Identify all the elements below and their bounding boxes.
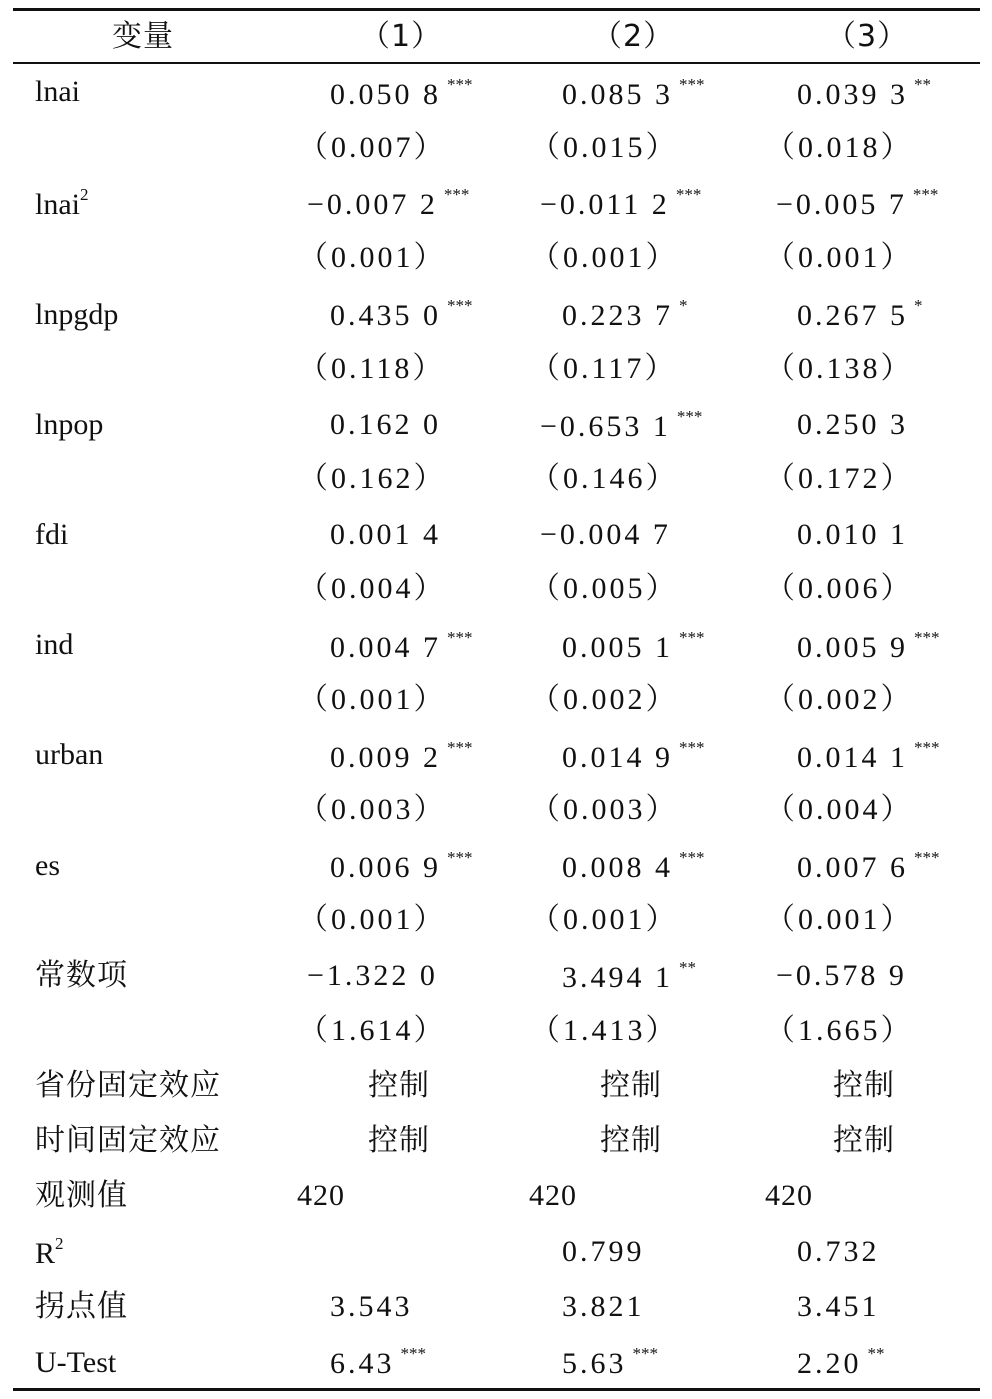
label-r-squared: $R^2$ xyxy=(35,1234,64,1270)
header-variable: 变量 xyxy=(112,19,174,54)
label-lnpgdp: lnpgdp xyxy=(35,298,119,331)
turning-point-value: 3.451 xyxy=(797,1290,880,1323)
u-test-value: 6.43 *** xyxy=(330,1344,426,1380)
coef: −0.578 9 xyxy=(776,959,907,992)
std-error: （0.118） xyxy=(298,352,446,385)
turning-point-value: 3.543 xyxy=(330,1290,413,1323)
coef: 0.050 8 *** xyxy=(330,75,473,111)
observations-value: 420 xyxy=(765,1179,813,1212)
std-error: （1.614） xyxy=(298,1014,447,1047)
label-u-test: U-Test xyxy=(35,1346,117,1379)
top-rule xyxy=(13,8,980,11)
coef: 0.267 5 * xyxy=(797,296,923,332)
label-fdi: fdi xyxy=(35,518,69,551)
label-urban: urban xyxy=(35,738,104,771)
coef: −0.004 7 xyxy=(540,518,671,551)
std-error: （0.001） xyxy=(530,903,679,936)
coef: −0.007 2 *** xyxy=(307,185,470,221)
std-error: （0.003） xyxy=(530,793,679,826)
coef: 0.085 3 *** xyxy=(562,75,705,111)
std-error: （0.004） xyxy=(298,572,447,605)
coef: 3.494 1 ** xyxy=(562,958,696,994)
header-rule xyxy=(13,62,980,64)
coef: −0.011 2 *** xyxy=(540,185,702,221)
std-error: （0.004） xyxy=(765,793,914,826)
coef: 0.250 3 xyxy=(797,408,908,441)
u-test-value: 2.20 ** xyxy=(797,1344,885,1380)
coef: 0.162 0 xyxy=(330,408,441,441)
control-marker: 控制 xyxy=(833,1068,895,1103)
coef: 0.005 1 *** xyxy=(562,628,705,664)
coef: −0.653 1 *** xyxy=(540,407,703,443)
std-error: （0.001） xyxy=(298,903,447,936)
std-error: （0.162） xyxy=(298,462,447,495)
coef: 0.010 1 xyxy=(797,518,908,551)
label-ind: ind xyxy=(35,628,74,661)
std-error: （0.015） xyxy=(530,131,679,164)
coef: 0.004 7 *** xyxy=(330,628,473,664)
observations-value: 420 xyxy=(297,1179,345,1212)
coef: 0.009 2 *** xyxy=(330,738,473,774)
control-marker: 控制 xyxy=(600,1068,662,1103)
coef: 0.039 3 ** xyxy=(797,75,931,111)
header-col-2: （2） xyxy=(592,19,675,54)
r-squared-value: 0.799 xyxy=(562,1235,645,1268)
coef: 0.014 9 *** xyxy=(562,738,705,774)
coef: 0.223 7 * xyxy=(562,296,688,332)
std-error: （0.001） xyxy=(765,241,914,274)
std-error: （0.002） xyxy=(765,683,914,716)
std-error: （0.003） xyxy=(298,793,447,826)
coef: 0.005 9 *** xyxy=(797,628,940,664)
control-marker: 控制 xyxy=(833,1123,895,1158)
std-error: （1.413） xyxy=(530,1014,679,1047)
std-error: （0.001） xyxy=(298,683,447,716)
std-error: （1.665） xyxy=(765,1014,914,1047)
observations-value: 420 xyxy=(529,1179,577,1212)
std-error: （0.001） xyxy=(530,241,679,274)
coef: 0.008 4 *** xyxy=(562,848,705,884)
control-marker: 控制 xyxy=(368,1123,430,1158)
label-lnai: lnai xyxy=(35,75,80,108)
coef: 0.001 4 xyxy=(330,518,441,551)
turning-point-value: 3.821 xyxy=(562,1290,645,1323)
label-lnpop: lnpop xyxy=(35,408,104,441)
coef: −0.005 7 *** xyxy=(776,185,939,221)
std-error: （0.002） xyxy=(530,683,679,716)
label-constant: 常数项 xyxy=(35,958,128,993)
control-marker: 控制 xyxy=(600,1123,662,1158)
label-time-fe: 时间固定效应 xyxy=(35,1123,221,1158)
coef: −1.322 0 xyxy=(307,959,438,992)
std-error: （0.018） xyxy=(765,131,914,164)
std-error: （0.001） xyxy=(298,241,447,274)
coef: 0.435 0 *** xyxy=(330,296,473,332)
std-error: （0.005） xyxy=(530,572,679,605)
header-col-1: （1） xyxy=(360,19,443,54)
label-turning-point: 拐点值 xyxy=(35,1289,128,1324)
header-col-3: （3） xyxy=(826,19,909,54)
label-es: es xyxy=(35,849,60,882)
std-error: （0.138） xyxy=(765,352,914,385)
u-test-value: 5.63 *** xyxy=(562,1344,658,1380)
label-lnai-squared: lnai$^2$ xyxy=(35,185,89,221)
std-error: （0.117） xyxy=(530,352,678,385)
r-squared-value: 0.732 xyxy=(797,1235,880,1268)
label-province-fe: 省份固定效应 xyxy=(35,1068,221,1103)
std-error: （0.172） xyxy=(765,462,914,495)
label-observations: 观测值 xyxy=(35,1178,128,1213)
bottom-rule xyxy=(13,1388,980,1391)
std-error: （0.001） xyxy=(765,903,914,936)
std-error: （0.007） xyxy=(298,131,447,164)
coef: 0.007 6 *** xyxy=(797,848,940,884)
coef: 0.006 9 *** xyxy=(330,848,473,884)
control-marker: 控制 xyxy=(368,1068,430,1103)
std-error: （0.146） xyxy=(530,462,679,495)
coef: 0.014 1 *** xyxy=(797,738,940,774)
std-error: （0.006） xyxy=(765,572,914,605)
